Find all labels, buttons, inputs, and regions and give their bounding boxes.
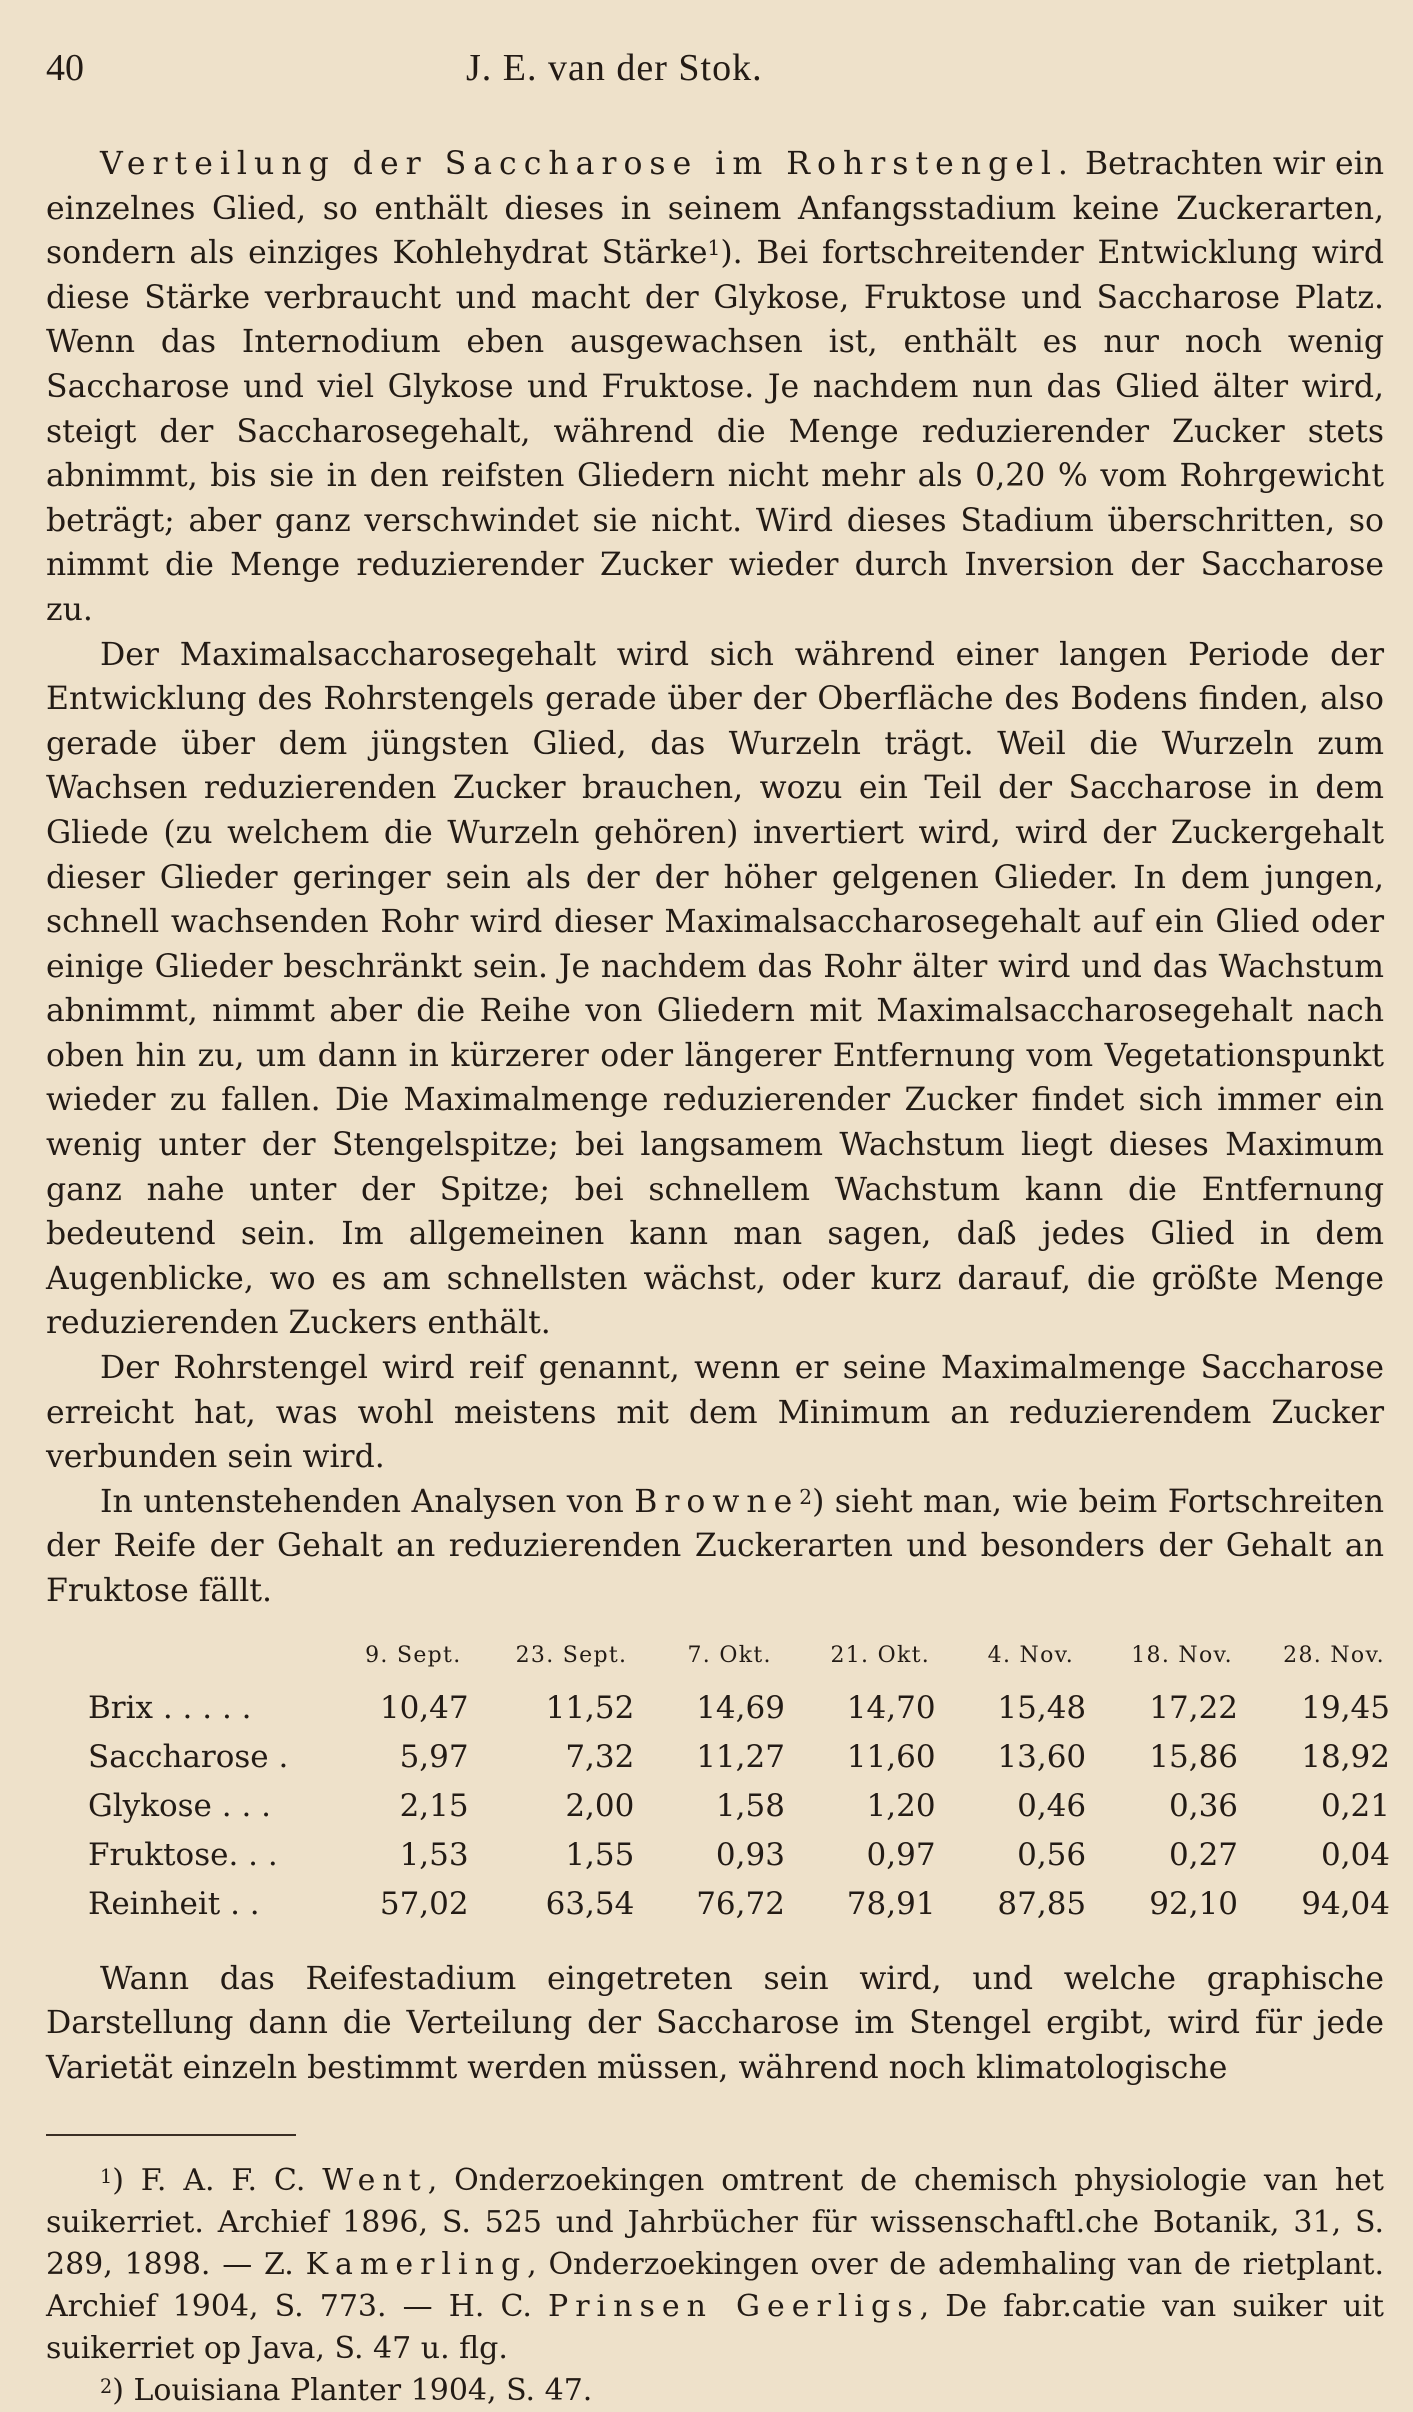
table-cell: 14,70 bbox=[846, 1690, 936, 1727]
table-cell: 1,20 bbox=[866, 1788, 936, 1825]
table-cell: 0,04 bbox=[1320, 1837, 1390, 1874]
footnote-mark: 1 bbox=[100, 2164, 113, 2188]
row-label: Saccharose . bbox=[88, 1739, 289, 1776]
footnote-divider bbox=[46, 2134, 296, 2136]
table-cell: 0,93 bbox=[715, 1837, 785, 1874]
footnote bbox=[46, 2160, 1384, 2370]
document-page bbox=[46, 46, 1390, 2412]
table-cell: 0,36 bbox=[1169, 1788, 1239, 1825]
table-row bbox=[88, 1782, 1410, 1831]
paragraph bbox=[46, 142, 1384, 633]
row-label: Brix . . . . . bbox=[88, 1690, 252, 1727]
table-cell: 63,54 bbox=[545, 1886, 635, 1923]
table-row bbox=[88, 1831, 1410, 1880]
paragraph: Der Maximalsaccharosegehalt wird sich während einer langen Periode der Entwicklung des Rohrstengels gerade über der Oberfläche des Bodens finden, also gerade über dem jüngsten Glied, das Wurzeln trägt. Weil die Wurzeln zum Wachsen reduzierenden Zucker brauchen, wozu ein Teil der Saccharose in dem Gliede (zu welchem die Wurzeln gehören) invertiert wird, wird der Zuckergehalt dieser Glieder geringer sein als der der höher gelgenen Glieder. In dem jungen, schnell wachsenden Rohr wird dieser Maximalsaccharosegehalt auf ein Glied oder einige Glieder beschränkt sein. Je nachdem das Rohr älter wird und das Wachstum abnimmt, nimmt aber die Reihe von Gliedern mit Maximalsaccharosegehalt nach oben hin zu, um dann in kürzerer oder längerer Entfernung vom Vegetationspunkt wieder zu fallen. Die Maximalmenge reduzierender Zucker findet sich immer ein wenig unter der Stengelspitze; bei langsamem Wachstum liegt dieses Maximum ganz nahe unter der Spitze; bei schnellem Wachstum kann die Entfernung bedeutend sein. Im allgemeinen kann man sagen, daß jedes Glied in dem Augenblicke, wo es am schnellsten wächst, oder kurz darauf, die größte Menge reduzierenden Zuckers enthält. bbox=[46, 636, 1384, 1342]
footnote-ref: 2 bbox=[799, 1484, 813, 1509]
paragraph bbox=[46, 1480, 1384, 1614]
column-header: 23. Sept. bbox=[515, 1643, 628, 1669]
footnote-ref: 1 bbox=[707, 236, 721, 261]
paragraph-text: In untenstehenden Analysen von bbox=[100, 1483, 635, 1520]
table-cell: 57,02 bbox=[379, 1886, 469, 1923]
table-cell: 0,21 bbox=[1320, 1788, 1390, 1825]
paragraph-text: ). Bei fortschreitender Entwicklung wird diese Stärke verbraucht und macht der Glykose, Fruktose und Saccharose Platz. Wenn das Internodium eben ausgewachsen ist, enthält es nur noch wenig Saccharose und viel Glykose und Fruktose. Je nachdem nun das Glied älter wird, steigt der Saccharosegehalt, während die Menge reduzierender Zucker stets abnimmt, bis sie in den reifsten Gliedern nicht mehr als 0,20 % vom Rohrgewicht beträgt; aber ganz verschwindet sie nicht. Wird dieses Stadium überschritten, so nimmt die Menge reduzierender Zucker wieder durch Inversion der Saccharose zu. bbox=[46, 235, 1384, 628]
author-name: Went bbox=[322, 2163, 428, 2199]
author-name: Browne bbox=[634, 1483, 800, 1520]
table-cell: 1,55 bbox=[565, 1837, 635, 1874]
table-row bbox=[88, 1684, 1410, 1733]
row-label: Reinheit . . bbox=[88, 1886, 260, 1923]
table-corner bbox=[88, 1636, 338, 1684]
row-label: Fruktose. . . bbox=[88, 1837, 278, 1874]
footnote-text: , Onderzoekingen over de ademhaling van de rietplant. Archief 1904, S. 773. — H. C. bbox=[46, 2247, 1384, 2325]
table-cell: 15,86 bbox=[1149, 1739, 1239, 1776]
column-header: 21. Okt. bbox=[830, 1643, 931, 1669]
table-cell: 92,10 bbox=[1149, 1886, 1239, 1923]
footnote-text: , De fabr.catie van suiker uit suikerriet op Java, S. 47 u. flg. bbox=[46, 2289, 1384, 2367]
table-cell: 94,04 bbox=[1301, 1886, 1390, 1923]
table-cell: 5,97 bbox=[399, 1739, 469, 1776]
table-cell: 2,00 bbox=[565, 1788, 635, 1825]
table-cell: 13,60 bbox=[997, 1739, 1087, 1776]
table-cell: 11,60 bbox=[846, 1739, 936, 1776]
column-header: 9. Sept. bbox=[365, 1643, 462, 1669]
table-cell: 0,27 bbox=[1169, 1837, 1239, 1874]
table-cell: 76,72 bbox=[696, 1886, 785, 1923]
footnote-text: ) Louisiana Planter 1904, S. 47. bbox=[112, 2373, 593, 2409]
author-name: Prinsen Geerligs bbox=[548, 2289, 920, 2325]
table-cell: 0,97 bbox=[866, 1837, 936, 1874]
paragraph: Der Rohrstengel wird reif genannt, wenn er seine Maximalmenge Saccharose erreicht hat, was wohl meistens mit dem Minimum an reduzierendem Zucker verbunden sein wird. bbox=[46, 1350, 1384, 1476]
table-cell: 17,22 bbox=[1149, 1690, 1239, 1727]
paragraph: Wann das Reifestadium eingetreten sein wird, und welche graphische Darstellung dann die Verteilung der Saccharose im Stengel ergibt, wird für jede Varietät einzeln bestimmt werden müssen, während noch klimatologische bbox=[46, 1960, 1384, 2086]
table-cell: 10,47 bbox=[379, 1690, 469, 1727]
table-cell: 19,45 bbox=[1301, 1690, 1390, 1727]
running-head: J. E. van der Stok. bbox=[466, 47, 763, 89]
footnote-mark: 2 bbox=[100, 2374, 113, 2398]
paragraph-text: ) sieht man, wie beim Fortschreiten der Reife der Gehalt an reduzierenden Zuckerarten und besonders der Gehalt an Fruktose fällt. bbox=[46, 1483, 1384, 1609]
table-cell: 2,15 bbox=[399, 1788, 469, 1825]
table-cell: 0,46 bbox=[1017, 1788, 1087, 1825]
body-text bbox=[46, 142, 1384, 1614]
table-cell: 1,58 bbox=[715, 1788, 785, 1825]
table-cell: 0,56 bbox=[1017, 1837, 1087, 1874]
table-cell: 18,92 bbox=[1301, 1739, 1390, 1776]
paragraph-text: Betrachten wir ein einzelnes Glied, so enthält dieses in seinem Anfangsstadium keine Zuckerarten, sondern als einziges Kohlehydrat Stärke bbox=[46, 146, 1384, 272]
footnote-text: ) F. A. F. C. bbox=[112, 2163, 323, 2199]
table-cell: 7,32 bbox=[565, 1739, 635, 1776]
column-header: 28. Nov. bbox=[1283, 1643, 1385, 1669]
table-row bbox=[88, 1880, 1410, 1929]
footnotes bbox=[46, 2160, 1384, 2412]
footnote bbox=[46, 2370, 1384, 2412]
footnote-text: , Onderzoekingen omtrent de chemisch physiologie van het suikerriet. Archief 1896, S. 525 und Jahrbücher für wissenschaftl.che Botanik, 31, S. 289, 1898. — Z. bbox=[46, 2163, 1384, 2283]
table-cell: 78,91 bbox=[846, 1886, 936, 1923]
table-cell: 1,53 bbox=[399, 1837, 469, 1874]
column-header: 18. Nov. bbox=[1131, 1643, 1233, 1669]
table-row bbox=[88, 1733, 1410, 1782]
column-header: 7. Okt. bbox=[687, 1643, 772, 1669]
section-title: Verteilung der Saccharose im Rohrstengel. bbox=[100, 146, 1075, 182]
column-header: 4. Nov. bbox=[987, 1643, 1075, 1669]
row-label: Glykose . . . bbox=[88, 1788, 272, 1825]
analysis-table bbox=[88, 1636, 1410, 1929]
author-name: Kamerling bbox=[305, 2247, 528, 2283]
table-cell: 87,85 bbox=[997, 1886, 1087, 1923]
table-cell: 11,27 bbox=[696, 1739, 785, 1776]
page-number: 40 bbox=[46, 47, 84, 89]
table-header-row bbox=[88, 1636, 1410, 1684]
table-cell: 11,52 bbox=[545, 1690, 635, 1727]
table-cell: 15,48 bbox=[997, 1690, 1087, 1727]
page-header bbox=[46, 46, 1384, 102]
table-cell: 14,69 bbox=[696, 1690, 785, 1727]
